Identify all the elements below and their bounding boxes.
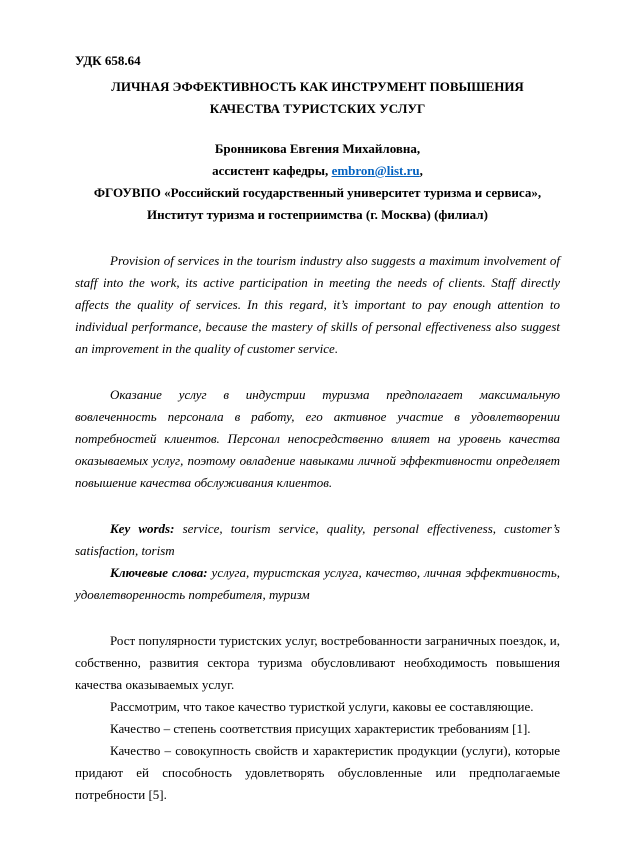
keywords-english xyxy=(75,518,560,562)
author-affiliation: ФГОУВПО «Российский государственный университет туризма и сервиса», xyxy=(93,185,542,200)
author-name: Бронникова Евгения Михайловна, xyxy=(214,141,421,156)
author-institute: Институт туризма и гостеприимства (г. Москва) (филиал) xyxy=(147,207,488,222)
abstract-english: Provision of services in the tourism industry also suggests a maximum involvement of staff into the work, its active participation in meeting the needs of clients. Staff directly affects the quality of services. In this regard, it’s important to pay enough attention to individual performance, because the mastery of skills of personal effectiveness also suggest an improvement in the quality of customer service. xyxy=(75,253,560,356)
keywords-english-text: service, tourism service, quality, personal effectiveness, customer’s satisfaction, torism xyxy=(75,521,560,558)
body-text xyxy=(75,630,560,806)
abstract-russian: Оказание услуг в индустрии туризма предполагает максимальную вовлеченность персонала в работу, его активное участие в удовлетворении потребностей клиентов. Персонал непосредственно влияет на уровень качества оказываемых услуг, поэтому овладение навыками личной эффективности определяет повышение качества обслуживания клиентов. xyxy=(75,387,560,490)
body-paragraph: Качество – степень соответствия присущих характеристик требованиям [1]. xyxy=(110,721,531,736)
author-block xyxy=(75,138,560,226)
after-email-comma: , xyxy=(419,163,423,178)
body-paragraph: Рассмотрим, что такое качество туристкой услуги, каковы ее составляющие. xyxy=(110,699,534,714)
keywords-russian-label: Ключевые слова: xyxy=(110,565,208,580)
email-link[interactable]: embron@list.ru xyxy=(331,163,420,178)
keywords-russian-text: услуга, туристская услуга, качество, личная эффективность, удовлетворенность потребителя, туризм xyxy=(75,565,560,602)
body-paragraph: Качество – совокупность свойств и характеристик продукции (услуги), которые придают ей способность удовлетворять обусловленные или предполагаемые потребности [5]. xyxy=(75,743,560,802)
keywords-english-label: Key words: xyxy=(110,521,175,536)
author-position: ассистент кафедры, xyxy=(212,163,332,178)
udc-code: УДК 658.64 xyxy=(75,53,141,68)
body-paragraph: Рост популярности туристских услуг, востребованности заграничных поездок, и, собственно, развития сектора туризма обусловливают необходимость повышения качества оказываемых услуг. xyxy=(75,633,560,692)
author-position-line xyxy=(75,160,560,182)
paper-title: ЛИЧНАЯ ЭФФЕКТИВНОСТЬ КАК ИНСТРУМЕНТ ПОВЫШЕНИЯ КАЧЕСТВА ТУРИСТСКИХ УСЛУГ xyxy=(111,79,524,116)
keywords-russian xyxy=(75,562,560,606)
